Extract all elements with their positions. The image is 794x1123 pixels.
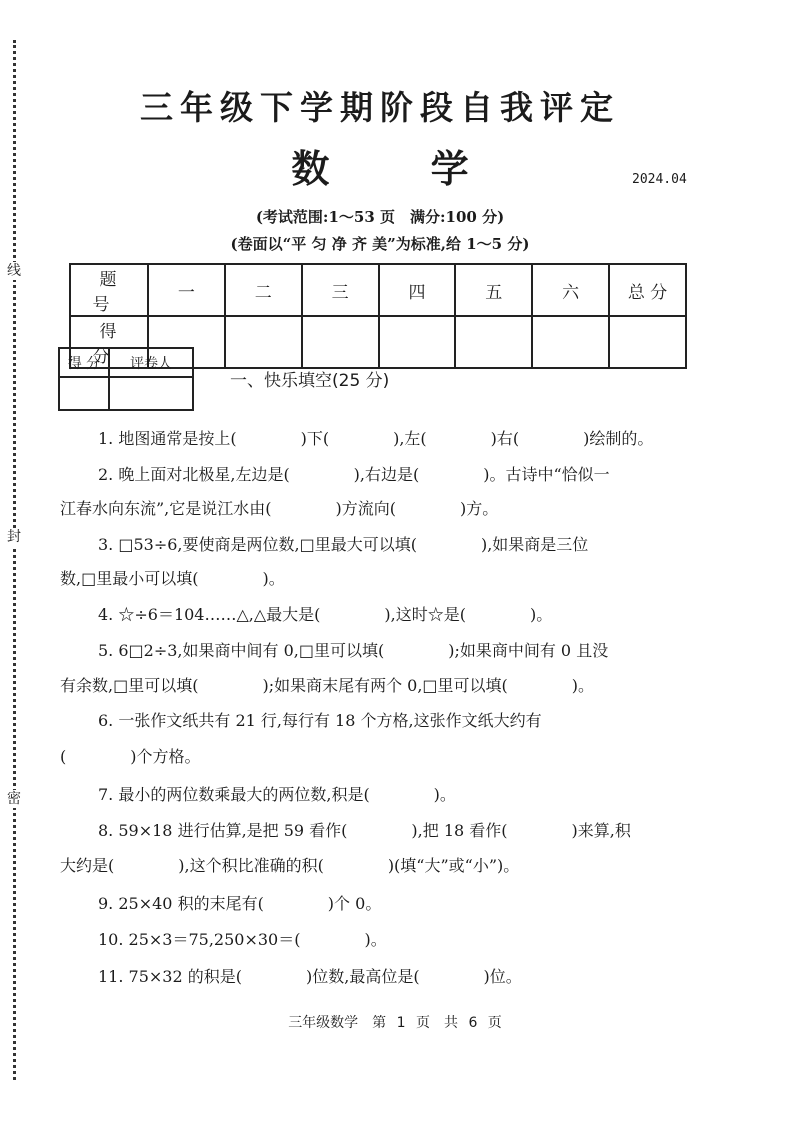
score-cell-total[interactable] xyxy=(609,316,686,368)
question-2-line-2: 江春水向东流”,它是说江水由( )方流向( )方。 xyxy=(60,499,499,518)
question-9: 9. 25×40 积的末尾有( )个 0。 xyxy=(98,894,382,913)
exam-subject: 数 学 xyxy=(291,147,513,191)
score-cell-6[interactable] xyxy=(532,316,609,368)
score-table-col-2: 二 xyxy=(225,264,302,316)
score-cell-3[interactable] xyxy=(302,316,379,368)
question-11: 11. 75×32 的积是( )位数,最高位是( )位。 xyxy=(98,967,522,986)
score-table-col-total: 总 分 xyxy=(609,264,686,316)
score-table-col-6: 六 xyxy=(532,264,609,316)
score-cell-2[interactable] xyxy=(225,316,302,368)
binding-char-feng: 封 xyxy=(4,528,24,546)
score-table-col-3: 三 xyxy=(302,264,379,316)
question-1: 1. 地图通常是按上( )下( ),左( )右( )绘制的。 xyxy=(98,429,654,448)
score-table-label-score: 得 分 xyxy=(70,316,148,368)
binding-char-mi: 密 xyxy=(4,790,24,808)
neatness-note: (卷面以“平 匀 净 齐 美”为标准,给 1～5 分) xyxy=(230,235,530,253)
question-10: 10. 25×3＝75,250×30＝( )。 xyxy=(98,930,387,949)
question-8-line-1: 8. 59×18 进行估算,是把 59 看作( ),把 18 看作( )来算,积 xyxy=(98,821,631,840)
grader-box-grader-cell[interactable] xyxy=(109,377,193,410)
binding-char-xian: 线 xyxy=(4,262,24,280)
binding-dotted-line xyxy=(13,40,16,1080)
score-table-col-5: 五 xyxy=(455,264,532,316)
section-1-title: 一、快乐填空(25 分) xyxy=(230,371,390,391)
question-5-line-1: 5. 6□2÷3,如果商中间有 0,□里可以填( );如果商中间有 0 且没 xyxy=(98,641,609,660)
score-table-col-4: 四 xyxy=(379,264,456,316)
grader-box-grader-label: 评卷人 xyxy=(109,348,193,377)
grader-box xyxy=(58,347,194,411)
exam-date: 2024.04 xyxy=(632,172,687,187)
question-6-line-1: 6. 一张作文纸共有 21 行,每行有 18 个方格,这张作文纸大约有 xyxy=(98,711,542,730)
question-3-line-1: 3. □53÷6,要使商是两位数,□里最大可以填( ),如果商是三位 xyxy=(98,535,589,554)
question-4: 4. ☆÷6＝104……△,△最大是( ),这时☆是( )。 xyxy=(98,605,553,624)
question-6-line-2: ( )个方格。 xyxy=(60,747,201,766)
grader-box-score-cell[interactable] xyxy=(59,377,109,410)
score-table-label-number: 题 号 xyxy=(70,264,148,316)
score-cell-5[interactable] xyxy=(455,316,532,368)
question-8-line-2: 大约是( ),这个积比准确的积( )(填“大”或“小”)。 xyxy=(60,856,520,875)
question-7: 7. 最小的两位数乘最大的两位数,积是( )。 xyxy=(98,785,456,804)
exam-scope: (考试范围:1～53 页 满分:100 分) xyxy=(255,208,505,226)
grader-box-score-label: 得 分 xyxy=(59,348,109,377)
score-table-col-1: 一 xyxy=(148,264,225,316)
question-2-line-1: 2. 晚上面对北极星,左边是( ),右边是( )。古诗中“恰似一 xyxy=(98,465,610,484)
question-5-line-2: 有余数,□里可以填( );如果商末尾有两个 0,□里可以填( )。 xyxy=(60,676,595,695)
question-3-line-2: 数,□里最小可以填( )。 xyxy=(60,569,285,588)
score-cell-4[interactable] xyxy=(379,316,456,368)
score-table-header-row xyxy=(70,264,686,316)
page-footer: 三年级数学 第 1 页 共 6 页 xyxy=(288,1015,502,1031)
exam-title: 三年级下学期阶段自我评定 xyxy=(140,88,620,127)
